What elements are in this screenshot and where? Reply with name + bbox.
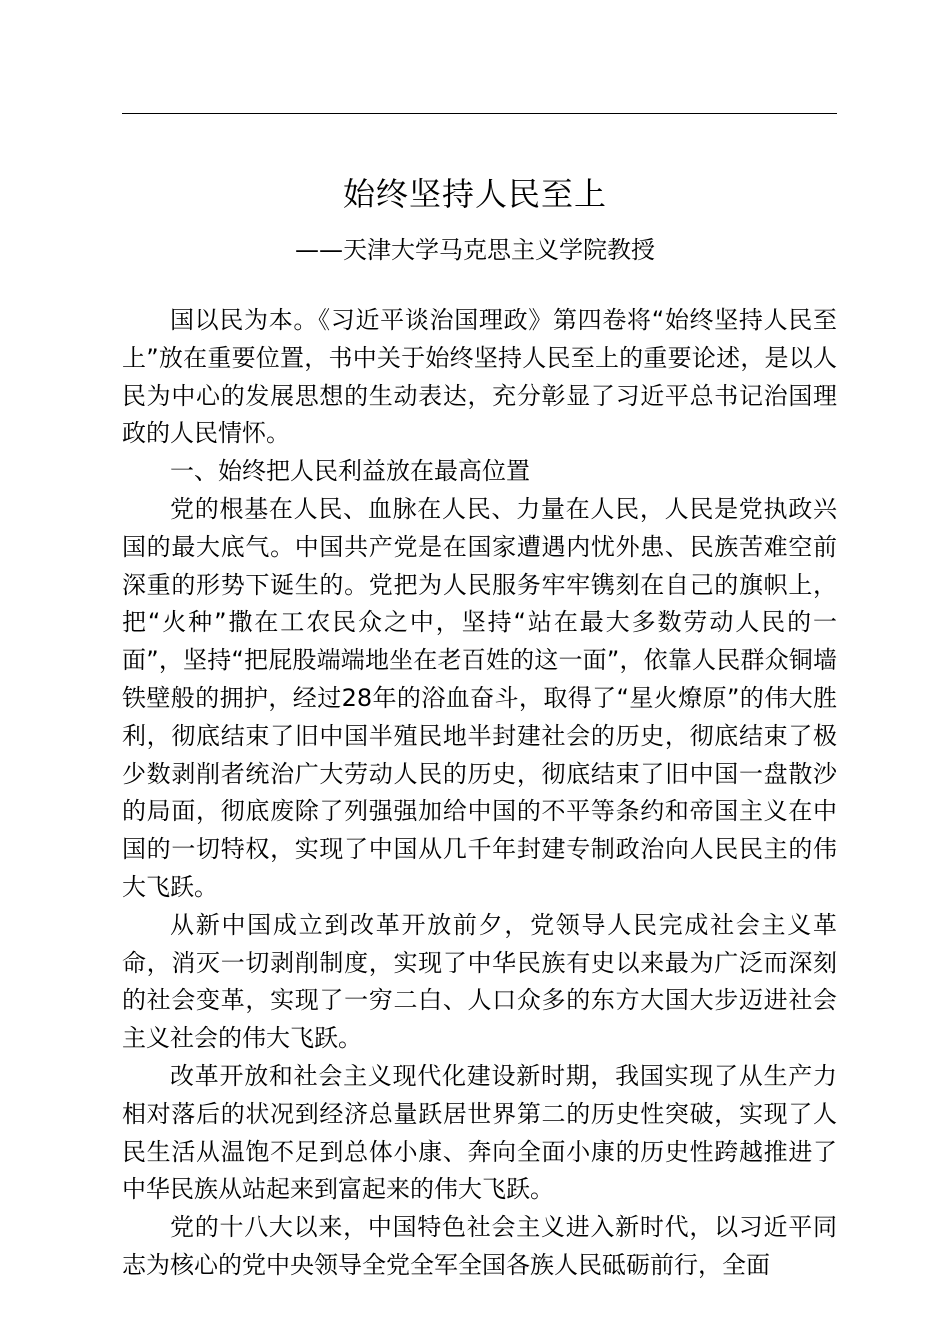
paragraph-reform-opening: 改革开放和社会主义现代化建设新时期，我国实现了从生产力相对落后的状况到经济总量跃居世界第二的历史性突破，实现了人民生活从温饱不足到总体小康、奔向全面小康的历史性跨越推进了中华民族从站起来到富起来的伟大飞跃。 <box>122 1061 837 1204</box>
article-body <box>122 302 837 1285</box>
article-title: 始终坚持人民至上 <box>342 175 607 213</box>
header-rule <box>122 113 837 114</box>
paragraph-new-china: 从新中国成立到改革开放前夕，党领导人民完成社会主义革命，消灭一切剥削制度，实现了中华民族有史以来最为广泛而深刻的社会变革，实现了一穷二白、人口众多的东方大国大步迈进社会主义社会的伟大飞跃。 <box>122 910 837 1053</box>
paragraph-party-roots: 党的根基在人民、血脉在人民、力量在人民，人民是党执政兴国的最大底气。中国共产党是在国家遭遇内忧外患、民族苦难空前深重的形势下诞生的。党把为人民服务牢牢镌刻在自己的旗帜上，把“火种”撒在工农民众之中，坚持“站在最大多数劳动人民的一面”，坚持“把屁股端端地坐在老百姓的这一面”，依靠人民群众铜墙铁壁般的拥护，经过28年的浴血奋斗，取得了“星火燎原”的伟大胜利，彻底结束了旧中国半殖民地半封建社会的历史，彻底结束了极少数剥削者统治广大劳动人民的历史，彻底结束了旧中国一盘散沙的局面，彻底废除了列强强加给中国的不平等条约和帝国主义在中国的一切特权，实现了中国从几千年封建专制政治向人民民主的伟大飞跃。 <box>122 494 837 901</box>
article-subtitle: ——天津大学马克思主义学院教授 <box>295 236 655 264</box>
paragraph-new-era: 党的十八大以来，中国特色社会主义进入新时代，以习近平同志为核心的党中央领导全党全军全国各族人民砥砺前行，全面 <box>122 1213 837 1279</box>
section-heading-1: 一、始终把人民利益放在最高位置 <box>170 457 530 486</box>
paragraph-intro: 国以民为本。《习近平谈治国理政》第四卷将“始终坚持人民至上”放在重要位置，书中关于始终坚持人民至上的重要论述，是以人民为中心的发展思想的生动表达，充分彰显了习近平总书记治国理政的人民情怀。 <box>122 306 837 448</box>
